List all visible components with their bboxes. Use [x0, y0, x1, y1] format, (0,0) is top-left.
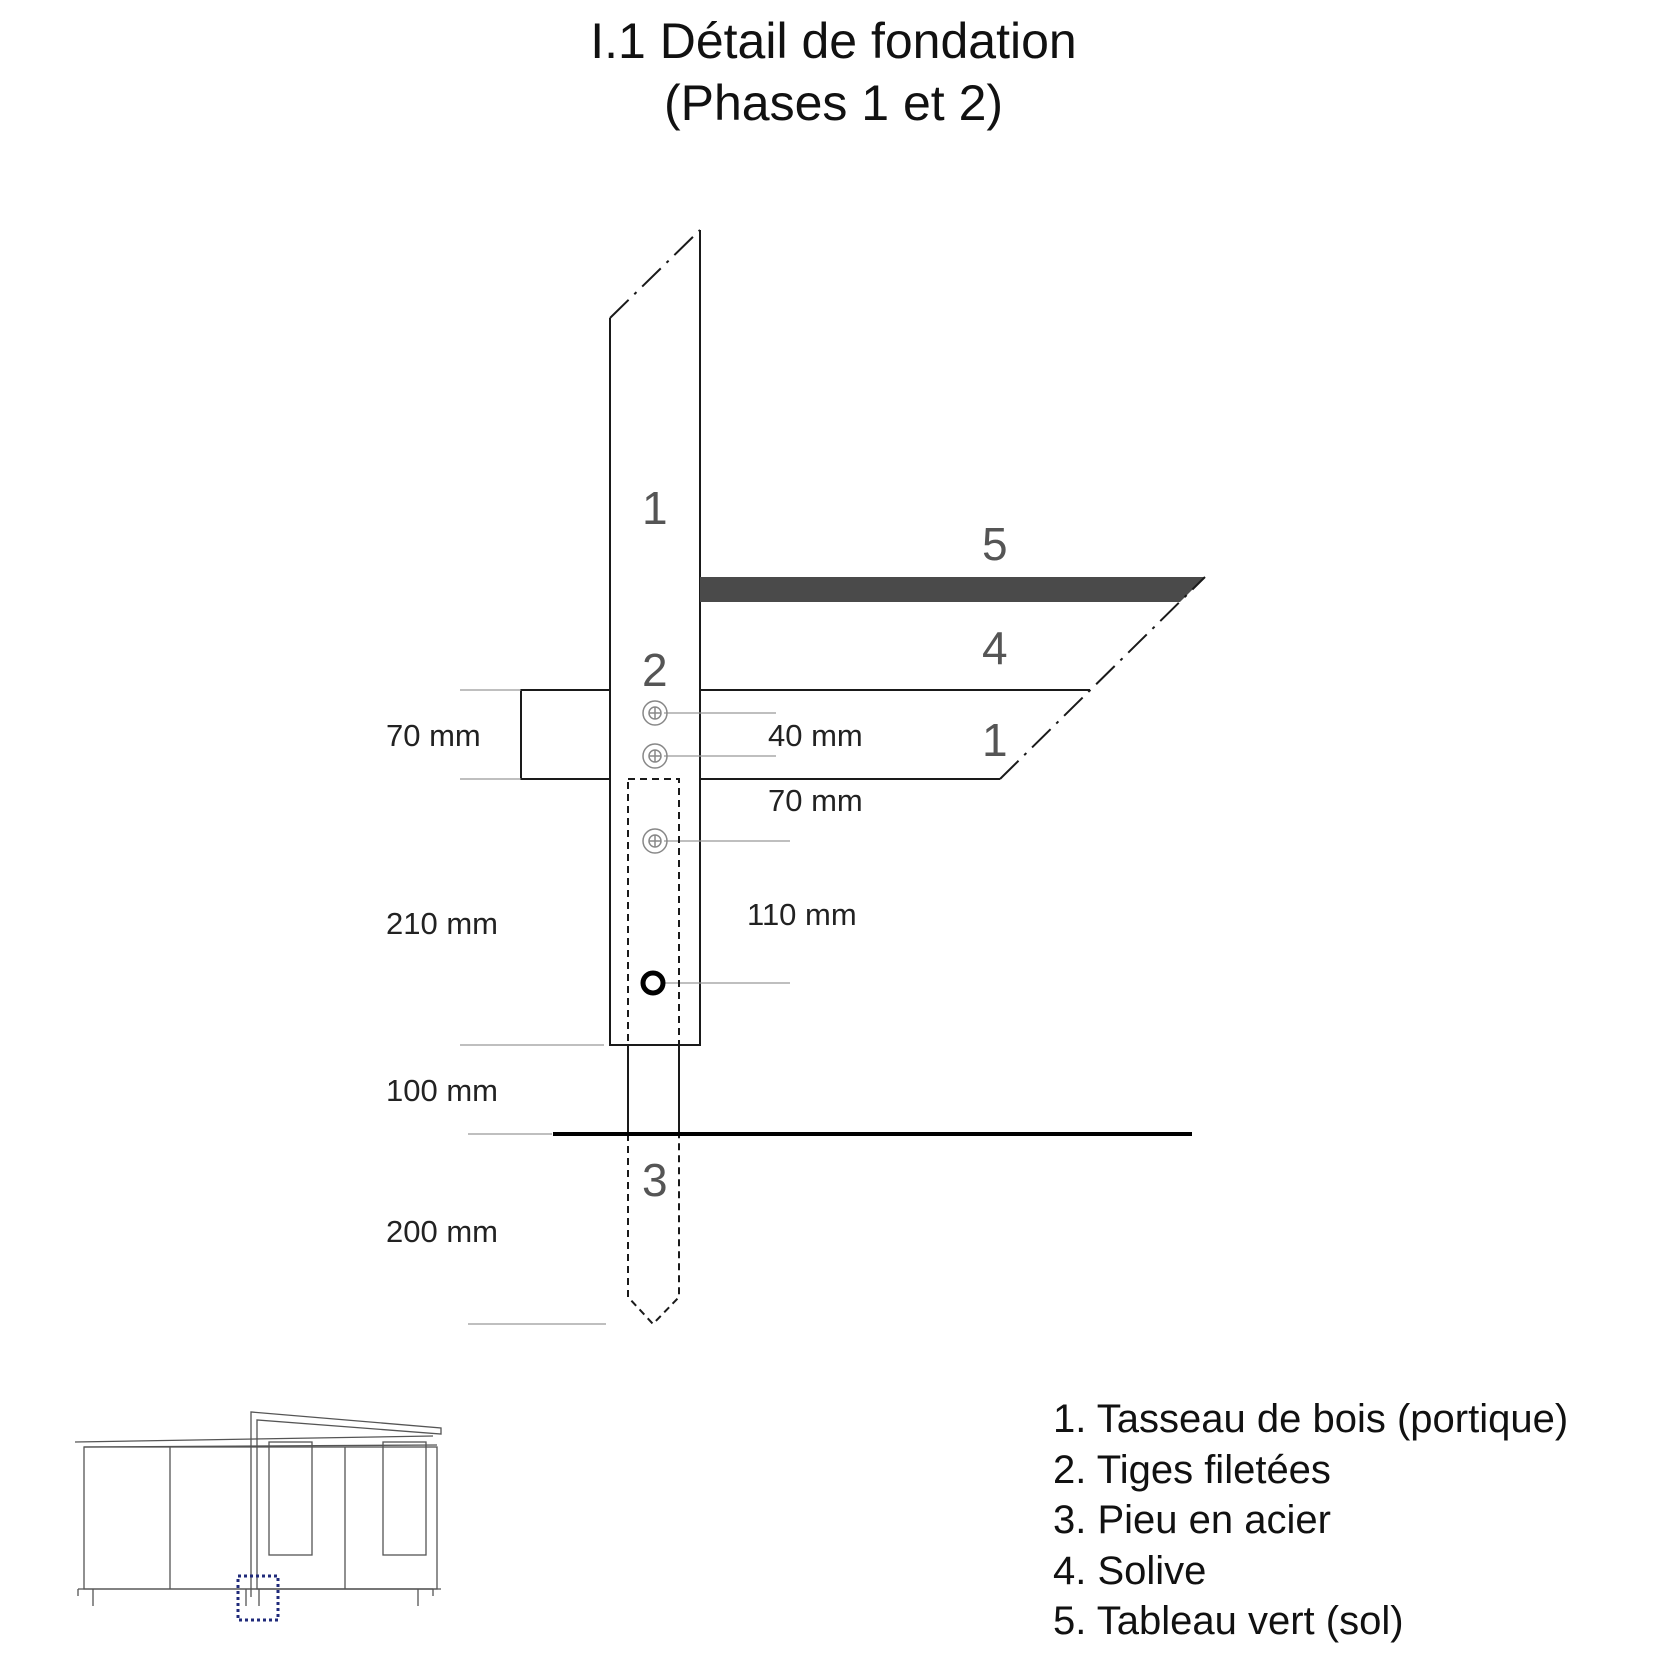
steel-pin-hole	[643, 973, 663, 993]
title-line-2: (Phases 1 et 2)	[663, 75, 1004, 131]
dimension-100mm: 100 mm	[386, 1073, 498, 1108]
legend-item-5: 5. Tableau vert (sol)	[1053, 1599, 1404, 1643]
side-tasseau-block	[521, 690, 610, 779]
dimension-200mm: 200 mm	[386, 1214, 498, 1249]
callout-1-side: 1	[982, 714, 1008, 766]
dimension-70mm-right: 70 mm	[768, 783, 863, 818]
floor-board	[700, 577, 1205, 602]
legend-item-3: 3. Pieu en acier	[1053, 1498, 1331, 1542]
steel-pile	[628, 779, 679, 1324]
dimension-40mm: 40 mm	[768, 718, 863, 753]
legend-item-2: 2. Tiges filetées	[1053, 1447, 1331, 1492]
callout-3-pieu: 3	[642, 1154, 668, 1206]
dimension-70mm-left: 70 mm	[386, 718, 481, 753]
dimension-110mm: 110 mm	[747, 897, 857, 932]
key-plan-locator-box	[238, 1576, 278, 1620]
threaded-rod-2	[643, 744, 667, 768]
callout-5-tableau: 5	[982, 518, 1008, 570]
leader-lines	[664, 713, 790, 983]
title-line-1: I.1 Détail de fondation	[590, 13, 1077, 69]
legend	[1053, 1394, 1568, 1647]
legend-item-1: 1. Tasseau de bois (portique)	[1053, 1397, 1569, 1441]
dimension-210mm: 210 mm	[386, 906, 498, 941]
callout-1-tasseau: 1	[642, 482, 668, 534]
tasseau-post	[610, 230, 700, 1045]
callout-4-solive: 4	[982, 622, 1008, 674]
legend-item-4: 4. Solive	[1053, 1548, 1207, 1593]
callout-2-tiges: 2	[642, 644, 668, 696]
threaded-rod-1	[643, 701, 667, 725]
threaded-rod-3	[643, 829, 667, 853]
